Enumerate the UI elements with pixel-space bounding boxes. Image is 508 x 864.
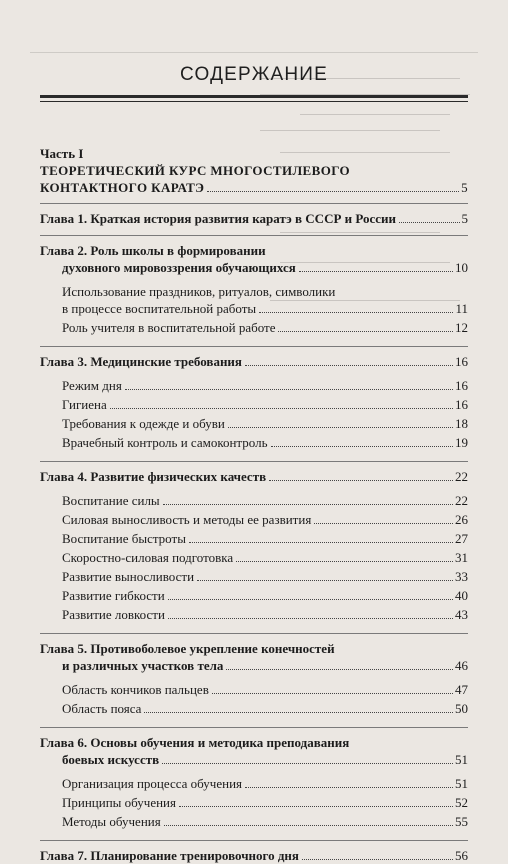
section-title: Организация процесса обучения [62, 776, 243, 791]
running-head-rule [30, 34, 478, 53]
page-number: 56 [455, 848, 468, 863]
subsection-list [40, 283, 468, 336]
chapter-block [40, 727, 468, 830]
leader-dots [259, 312, 453, 313]
section-title: в процессе воспитательной работы [62, 301, 257, 316]
page-number: 22 [455, 493, 468, 508]
leader-dots [168, 599, 453, 600]
page-number: 33 [455, 569, 468, 584]
toc-entry-section[interactable] [40, 434, 468, 451]
toc-entry-section[interactable] [40, 700, 468, 717]
leader-dots [228, 427, 453, 428]
section-title: Скоростно-силовая подготовка [62, 550, 234, 565]
subsection-list [40, 492, 468, 623]
page-number: 46 [455, 658, 468, 673]
page-number: 51 [455, 752, 468, 767]
toc-entry-section[interactable] [40, 587, 468, 604]
page-number: 12 [455, 320, 468, 335]
leader-dots [163, 504, 453, 505]
section-title: Силовая выносливость и методы ее развития [62, 512, 312, 527]
toc-entry-section[interactable] [40, 813, 468, 830]
chapter-block [40, 235, 468, 336]
toc-entry-section[interactable] [40, 319, 468, 336]
page-number: 16 [455, 378, 468, 393]
section-title: Методы обучения [62, 814, 161, 829]
page-title: СОДЕРЖАНИЕ [180, 64, 328, 85]
page-number: 47 [455, 682, 468, 697]
toc-entry-chapter[interactable] [40, 353, 468, 370]
toc-entry-section[interactable] [40, 511, 468, 528]
leader-dots [245, 787, 453, 788]
page-number: 43 [455, 607, 468, 622]
section-title: Область пояса [62, 701, 142, 716]
subsection-list [40, 775, 468, 830]
page-number: 51 [455, 776, 468, 791]
chapter-block [40, 633, 468, 717]
chapter-title-line1: Глава 6. Основы обучения и методика преподавания [40, 735, 350, 750]
leader-dots [125, 389, 453, 390]
section-title: Режим дня [62, 378, 122, 393]
leader-dots [226, 669, 453, 670]
section-title-line1: Использование праздников, ритуалов, символики [62, 284, 336, 299]
section-title: Требования к одежде и обуви [62, 416, 225, 431]
leader-dots [189, 542, 453, 543]
chapter-title: духовного мировоззрения обучающихся [62, 260, 296, 275]
page-number: 16 [455, 354, 468, 369]
page-number: 16 [455, 397, 468, 412]
leader-dots [179, 806, 453, 807]
page-number: 50 [455, 701, 468, 716]
toc-entry-section[interactable] [40, 568, 468, 585]
leader-dots [144, 712, 453, 713]
page-number: 5 [461, 180, 468, 195]
page-number: 19 [455, 435, 468, 450]
title-rule-thick [40, 95, 468, 98]
page-number: 22 [455, 469, 468, 484]
page-number: 40 [455, 588, 468, 603]
leader-dots [197, 580, 453, 581]
leader-dots [278, 331, 453, 332]
title-rule-thin [40, 101, 468, 102]
section-title: Область кончиков пальцев [62, 682, 209, 697]
toc-entry-section[interactable] [40, 549, 468, 566]
page-number: 27 [455, 531, 468, 546]
section-title: Развитие гибкости [62, 588, 165, 603]
table-of-contents [40, 146, 468, 864]
part-title-line1: ТЕОРЕТИЧЕСКИЙ КУРС МНОГОСТИЛЕВОГО [40, 163, 351, 178]
chapter-title: Глава 1. Краткая история развития каратэ в СССР и России [40, 211, 397, 226]
leader-dots [212, 693, 453, 694]
chapter-title-line1: Глава 5. Противоболевое укрепление конечностей [40, 641, 335, 656]
chapter-block [40, 461, 468, 623]
section-title: Роль учителя в воспитательной работе [62, 320, 276, 335]
subsection-list [40, 377, 468, 451]
toc-entry-chapter[interactable] [40, 657, 468, 674]
toc-entry-section[interactable] [40, 283, 468, 317]
toc-entry-section[interactable] [40, 681, 468, 698]
leader-dots [162, 763, 453, 764]
section-title: Развитие ловкости [62, 607, 165, 622]
subsection-list [40, 681, 468, 717]
leader-dots [207, 191, 459, 192]
leader-dots [314, 523, 453, 524]
toc-entry-section[interactable] [40, 530, 468, 547]
part-title-line2: КОНТАКТНОГО КАРАТЭ [40, 180, 205, 195]
leader-dots [110, 408, 453, 409]
section-title: Врачебный контроль и самоконтроль [62, 435, 268, 450]
page-number: 31 [455, 550, 468, 565]
toc-entry-section[interactable] [40, 415, 468, 432]
part-label: Часть I [40, 146, 84, 161]
page-number: 55 [455, 814, 468, 829]
toc-entry-chapter[interactable] [40, 751, 468, 768]
leader-dots [245, 365, 453, 366]
section-title: Принципы обучения [62, 795, 176, 810]
leader-dots [271, 446, 453, 447]
leader-dots [269, 480, 453, 481]
chapter-block [40, 840, 468, 864]
chapter-title: и различных участков тела [62, 658, 224, 673]
page-number: 5 [461, 211, 468, 226]
leader-dots [164, 825, 453, 826]
toc-entry-chapter[interactable] [40, 468, 468, 485]
toc-entry-chapter[interactable] [40, 847, 468, 864]
leader-dots [399, 222, 459, 223]
leader-dots [236, 561, 453, 562]
toc-entry-part[interactable] [40, 179, 468, 196]
toc-entry-section[interactable] [40, 606, 468, 623]
toc-entry-chapter[interactable] [40, 259, 468, 276]
leader-dots [168, 618, 453, 619]
toc-entry-section[interactable] [40, 492, 468, 509]
section-title: Гигиена [62, 397, 107, 412]
chapter-block [40, 203, 468, 227]
part-heading [40, 146, 468, 196]
page-number: 52 [455, 795, 468, 810]
page-number: 10 [455, 260, 468, 275]
toc-entry-chapter[interactable] [40, 210, 468, 227]
chapter-title: Глава 3. Медицинские требования [40, 354, 242, 369]
toc-entry-section[interactable] [40, 794, 468, 811]
page-number: 11 [455, 301, 468, 316]
chapter-list [40, 203, 468, 864]
toc-entry-section[interactable] [40, 775, 468, 792]
page-number: 18 [455, 416, 468, 431]
page-number: 26 [455, 512, 468, 527]
chapter-title: Глава 7. Планирование тренировочного дня [40, 848, 299, 863]
toc-entry-section[interactable] [40, 396, 468, 413]
leader-dots [299, 271, 453, 272]
chapter-title: Глава 4. Развитие физических качеств [40, 469, 267, 484]
toc-entry-section[interactable] [40, 377, 468, 394]
chapter-block [40, 346, 468, 451]
section-title: Развитие выносливости [62, 569, 195, 584]
section-title: Воспитание быстроты [62, 531, 186, 546]
chapter-title: боевых искусств [62, 752, 160, 767]
chapter-title-line1: Глава 2. Роль школы в формировании [40, 243, 266, 258]
section-title: Воспитание силы [62, 493, 160, 508]
leader-dots [302, 859, 453, 860]
